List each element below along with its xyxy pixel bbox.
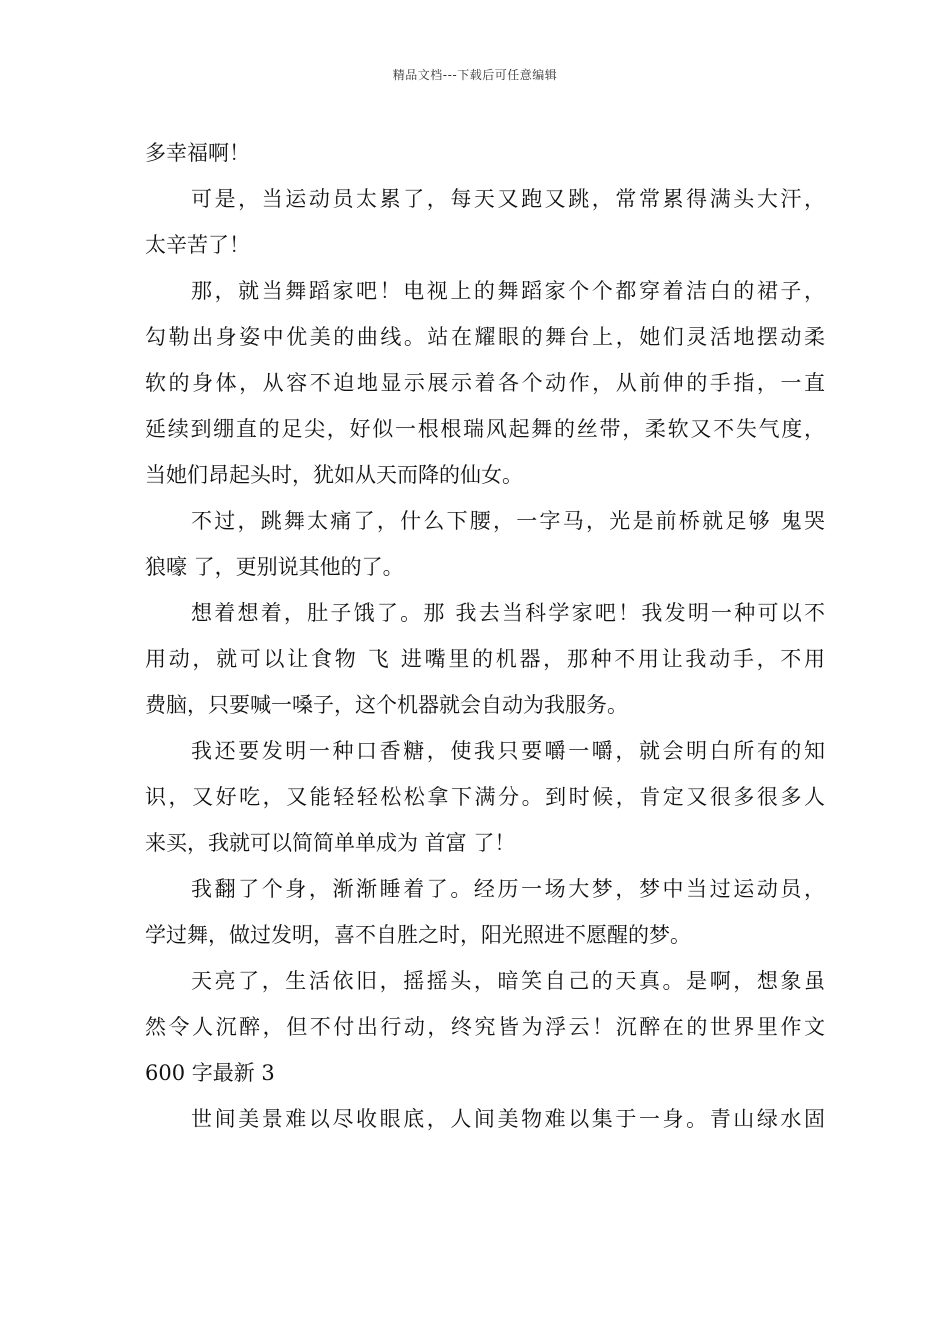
text-line-17: 我翻了个身，渐渐睡着了。经历一场大梦，梦中当过运动员， [191, 877, 825, 901]
text-line-19: 天亮了，生活依旧，摇摇头，暗笑自己的天真。是啊，想象虽 [191, 969, 825, 993]
text-line-12: 用动，就可以让食物 飞 进嘴里的机器，那种不用让我动手，不用 [145, 647, 825, 671]
text-line-18: 学过舞，做过发明，喜不自胜之时，阳光照进不愿醒的梦。 [145, 923, 691, 947]
text-line-9: 不过，跳舞太痛了，什么下腰，一字马，光是前桥就足够 鬼哭 [191, 509, 825, 533]
text-line-22: 世间美景难以尽收眼底，人间美物难以集于一身。青山绿水固 [191, 1107, 825, 1131]
text-line-10: 狼嚎 了，更别说其他的了。 [145, 555, 404, 579]
text-line-14: 我还要发明一种口香糖，使我只要嚼一嚼，就会明白所有的知 [191, 739, 825, 763]
document-body [145, 130, 825, 1142]
text-line-21: 600 字最新 3 [145, 1061, 275, 1085]
text-line-7: 延续到绷直的足尖，好似一根根瑞风起舞的丝带，柔软又不失气度， [145, 417, 825, 441]
text-line-2: 可是，当运动员太累了，每天又跑又跳，常常累得满头大汗， [191, 187, 825, 211]
text-line-11: 想着想着，肚子饿了。那 我去当科学家吧！我发明一种可以不 [191, 601, 825, 625]
text-line-15: 识，又好吃，又能轻轻松松拿下满分。到时候，肯定又很多很多人 [145, 785, 825, 809]
text-line-20: 然令人沉醉，但不付出行动，终究皆为浮云！沉醉在的世界里作文 [145, 1015, 825, 1039]
text-line-8: 当她们昂起头时，犹如从天而降的仙女。 [145, 463, 523, 487]
text-line-1: 多幸福啊！ [145, 141, 250, 165]
text-line-13: 费脑，只要喊一嗓子，这个机器就会自动为我服务。 [145, 693, 628, 717]
text-line-4: 那，就当舞蹈家吧！电视上的舞蹈家个个都穿着洁白的裙子， [191, 279, 825, 303]
text-line-3: 太辛苦了！ [145, 233, 250, 257]
page-header: 精品文档---下载后可任意编辑 [392, 68, 558, 82]
text-line-6: 软的身体，从容不迫地显示展示着各个动作，从前伸的手指，一直 [145, 371, 825, 395]
text-line-5: 勾勒出身姿中优美的曲线。站在耀眼的舞台上，她们灵活地摆动柔 [145, 325, 825, 349]
text-line-16: 来买，我就可以简简单单成为 首富 了！ [145, 831, 516, 855]
